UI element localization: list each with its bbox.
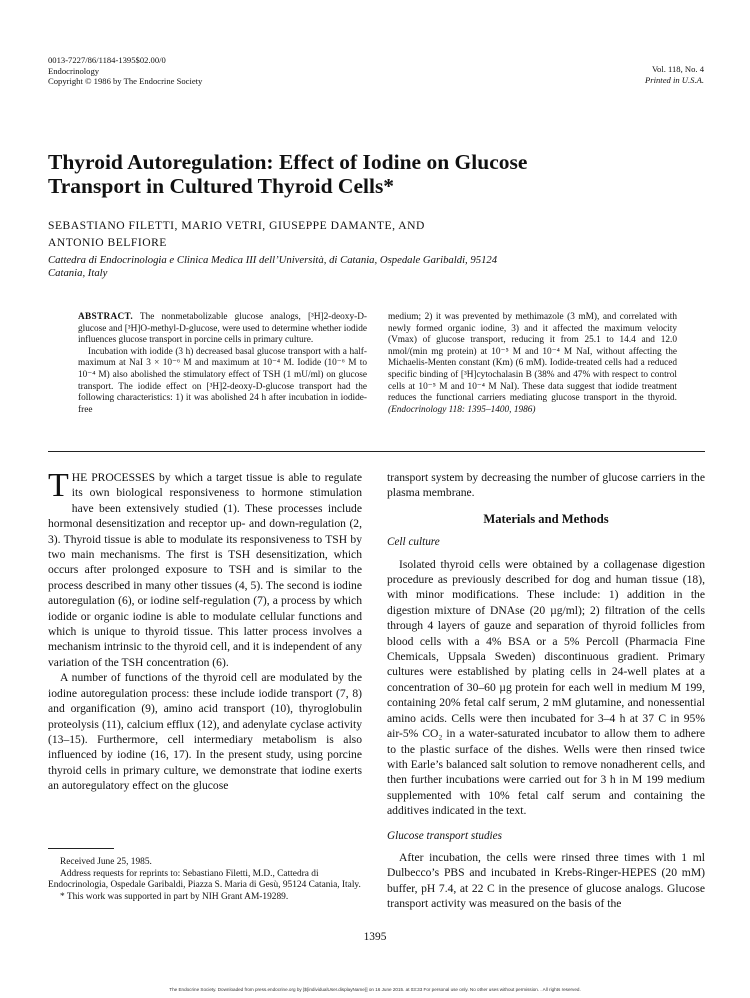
header-copyright: Copyright © 1986 by The Endocrine Society — [48, 76, 203, 87]
subheading-cell-culture: Cell culture — [387, 536, 440, 549]
affiliation — [48, 254, 708, 280]
abstract-column-1 — [78, 312, 367, 416]
footnote-support: * This work was supported in part by NIH Grant AM-19289. — [60, 891, 289, 902]
footnotes — [48, 857, 362, 903]
title-line-1: Thyroid Autoregulation: Effect of Iodine on Glucose — [48, 150, 528, 174]
header-volume-info — [645, 64, 704, 85]
methods-paragraph-1: Isolated thyroid cells were obtained by a collagenase digestion procedure as previously described for dog and human tissue (18), with minor modifications. These include: 1) addition in the digestion mixture of DNAse (20 µg/ml); 2) filtration of the cells through 4 layers of gauze and separation of thyroid follicles from blood cells with a 4% BSA or a 5% Percoll (Pharmacia Fine Chemicals, Uppsala Sweden) discontinuous gradient. Primary cultures were established by plating cells in 24-well plates at a concentration of 30–60 µg protein for each well in medium M 199, containing 20% fetal calf serum, 2 mM glutamine, and nonessential amino acids. Cells were then incubated for 3–4 h at 37 C in 95% air-5% CO₂ in a water-saturated incubator to allow them to adhere to the plastic surface of the dishes. Wells were then rinsed twice with Earle’s balanced salt solution to remove nonadherent cells, and then further incubations were carried out for 3 h in M 199 medium supplemented with 10% fetal calf serum and containing the additives indicated in the text. — [387, 557, 705, 818]
page-number: 1395 — [363, 931, 387, 943]
header-journal-info — [48, 55, 202, 87]
abstract-citation: (Endocrinology 118: 1395–1400, 1986) — [388, 404, 536, 415]
intro-text-1: HE PROCESSES by which a target tissue is able to regulate its own biological responsiveness to hormone stimulation have been extensively studied (1). These processes include hormonal desensitization and receptor up- and down-regulation (2, 3). Thyroid tissue is able to modulate its responsiveness to TSH by two main mechanisms. The first is TSH desensitization, which occurs after prolonged exposure to TSH and is similar to the process described in many other tissues (4, 5). The second is iodine autoregulation (6), or iodine self-regulation (7), a process by which iodide or organic iodine is able to modulate cellular functions and which is unique to thyroid tissue. This latter process involves a mechanism intrinsic to the thyroid cell, and it is independent of any variation of the TSH concentration (6). — [48, 471, 362, 669]
download-notice: The Endocrine Society. Downloaded from press.endocrine.org by [${individualUser.displayName}] on 16 June 2015. at 03:33 For personal use only. No other uses without permission. . All rights reserved. — [169, 987, 581, 992]
abstract-text-1: The nonmetabolizable glucose analogs, [³H]2-deoxy-D-glucose and [³H]O-methyl-D-glucose, were used to determine whether iodide influences glucose transport in porcine cells in primary culture. — [78, 312, 368, 346]
article-title — [48, 150, 708, 198]
header-printed: Printed in U.S.A. — [645, 74, 704, 85]
abstract-divider — [48, 451, 705, 452]
authors-line-1: SEBASTIANO FILETTI, MARIO VETRI, GIUSEPPE DAMANTE, AND — [48, 219, 425, 232]
section-heading-methods: Materials and Methods — [483, 511, 609, 526]
header-issn: 0013-7227/86/1184-1395$02.00/0 — [48, 55, 166, 65]
author-list — [48, 218, 708, 251]
abstract-paragraph-3 — [388, 312, 677, 416]
intro-paragraph-2: A number of functions of the thyroid cell are modulated by the iodine autoregulation process: these include iodide transport (7, 8) and organification (9), amino acid transport (10), thyroglobulin proteolysis (11), calcium efflux (12), and adenylate cyclase activity (13–15). Furthermore, cell intermediary metabolism is also influenced by iodine (16, 17). In the present study, using porcine thyroid cells in primary culture, we demonstrate that iodine exerts an autoregulatory effect on the glucose — [48, 671, 362, 793]
subheading-glucose-transport: Glucose transport studies — [387, 829, 502, 842]
methods-paragraph-2: After incubation, the cells were rinsed three times with 1 ml Dulbecco’s PBS and incubated in Krebs-Ringer-HEPES (20 mM) buffer, pH 7.4, at 22 C in the presence of glucose analogs. Glucose transport activity was measured on the basis of the — [387, 850, 705, 911]
affiliation-line-2: Catania, Italy — [48, 267, 108, 280]
abstract-text-3: medium; 2) it was prevented by methimazole (3 mM), and correlated with newly formed organic iodine, 3) and it affected the maximum velocity (Vmax) of glucose transport, reducing it from 25.1 to 14.4 and 12.0 nmol/(min mg protein) at 10⁻⁵ M and 10⁻⁴ M NaI, without affecting the Michaelis-Menten constant (Km) (6 mM). Iodide-treated cells had a reduced specific binding of [³H]cytochalasin B (38% and 47% with respect to control cells at 10⁻⁵ M and 10⁻⁴ M NaI). These data suggest that iodide treatment reduces the functional carriers mediating glucose transport in the thyroid. — [388, 312, 677, 404]
intro-paragraph-3: transport system by decreasing the number of glucose carriers in the plasma membrane. — [387, 471, 705, 500]
abstract-paragraph-2: Incubation with iodide (3 h) decreased basal glucose transport with a half-maximum at NaI 3 × 10⁻⁶ M and maximum at 10⁻⁴ M. Iodide (10⁻⁶ M to 10⁻⁴ M) also abolished the stimulatory effect of TSH (1 mU/ml) on glucose transport. The iodide effect on [³H]2-deoxy-D-glucose transport had the following characteristics: 1) it was abolished 24 h after incubation in iodide-free — [78, 346, 367, 415]
body-column-right — [387, 470, 705, 912]
footnote-received: Received June 25, 1985. — [60, 857, 152, 867]
body-column-left — [48, 467, 362, 794]
abstract-column-2 — [388, 312, 677, 416]
title-line-2: Transport in Cultured Thyroid Cells* — [48, 174, 395, 198]
affiliation-line-1: Cattedra di Endocrinologia e Clinica Medica III dell’Università, di Catania, Ospedale Garibaldi, 95124 — [48, 254, 498, 266]
footnote-address: Address requests for reprints to: Sebastiano Filetti, M.D., Cattedra di Endocrinologia, Ospedale Garibaldi, Piazza S. Maria di Gesù, 95124 Catania, Italy. — [48, 868, 361, 890]
header-volume: Vol. 118, No. 4 — [651, 64, 704, 74]
abstract-label: ABSTRACT. — [78, 312, 133, 322]
abstract-paragraph-1 — [78, 312, 367, 347]
footnote-divider — [48, 848, 114, 849]
authors-line-2: ANTONIO BELFIORE — [48, 235, 167, 249]
intro-paragraph-1 — [48, 467, 362, 670]
header-journal-name: Endocrinology — [48, 65, 100, 76]
drop-cap: T — [48, 467, 69, 504]
